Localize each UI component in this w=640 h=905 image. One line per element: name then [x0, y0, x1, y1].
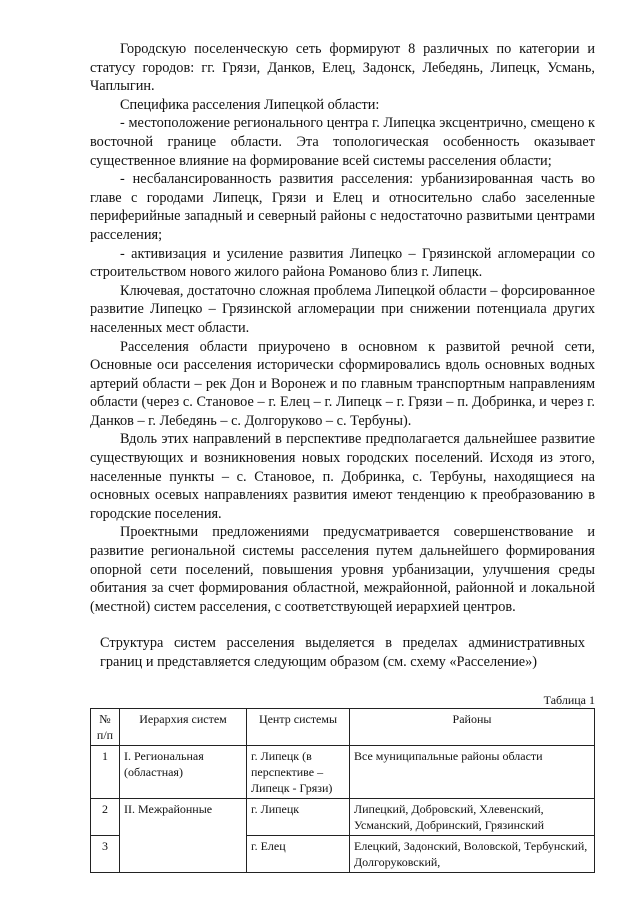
cell-center: г. Липецк (в перспективе – Липецк - Грязи)	[247, 746, 350, 799]
paragraph: Вдоль этих направлений в перспективе предполагается дальнейшее развитие существующих и возникновения новых городских поселений. Исходя из этого, населенные пункты – с. Становое, п. Добринка, с. Тербуны, находящиеся на основных осевых направлениях развития имеют тенденцию к преобразованию в городские поселения.	[90, 431, 595, 522]
cell-districts: Елецкий, Задонский, Воловской, Тербунский, Долгоруковский,	[350, 836, 595, 873]
list-item: - несбалансированность развития расселения: урбанизированная часть во главе с городами Липецк, Грязи и Елец и относительно слабо заселенные периферийные западный и северный районы с недостаточно развитыми центрами расселения;	[90, 171, 595, 243]
table-header-row	[91, 709, 595, 746]
cell-center: г. Липецк	[247, 799, 350, 836]
table-caption: Таблица 1	[543, 693, 595, 707]
header-districts: Районы	[350, 709, 595, 746]
paragraph: Ключевая, достаточно сложная проблема Липецкой области – форсированное развитие Липецко – Грязинской агломерации при снижении потенциала других населенных мест области.	[90, 282, 595, 336]
cell-num: 3	[91, 836, 120, 873]
settlement-hierarchy-table	[90, 708, 595, 873]
spacer	[90, 616, 595, 634]
header-num: № п/п	[91, 709, 120, 746]
paragraph: Специфика расселения Липецкой области:	[120, 96, 380, 113]
cell-hierarchy: II. Межрайонные	[120, 799, 247, 873]
structure-intro: Структура систем расселения выделяется в пределах административных границ и представляется следующим образом (см. схему «Расселение»)	[100, 635, 585, 670]
paragraph: Проектными предложениями предусматривается совершенствование и развитие региональной системы расселения путем дальнейшего формирования опорной сети поселений, повышения уровня урбанизации, улучшения среды обитания за счет формирования областной, межрайонной, районной и локальной (местной) систем расселения, с соответствующей иерархией центров.	[90, 524, 595, 615]
paragraph: Расселения области приурочено в основном к развитой речной сети, Основные оси расселения исторически сформировались вдоль основных водных артерий области – рек Дон и Воронеж и по главным транспортным направлениям области (через с. Становое – г. Елец – г. Липецк – г. Грязи – п. Добринка, и через г. Данков – г. Лебедянь – с. Долгоруково – с. Тербуны).	[90, 338, 595, 429]
cell-districts: Все муниципальные районы области	[350, 746, 595, 799]
cell-num: 2	[91, 799, 120, 836]
header-center: Центр системы	[247, 709, 350, 746]
table-row	[91, 746, 595, 799]
list-item: - активизация и усиление развития Липецко – Грязинской агломерации со строительством нового жилого района Романово близ г. Липецк.	[90, 245, 595, 281]
list-item: - местоположение регионального центра г. Липецка эксцентрично, смещено к восточной границе области. Эта топологическая особенность оказывает существенное влияние на формирование всей системы расселения области;	[90, 115, 595, 169]
cell-hierarchy: I. Региональная (областная)	[120, 746, 247, 799]
cell-districts: Липецкий, Добровский, Хлевенский, Усманский, Добринский, Грязинский	[350, 799, 595, 836]
cell-center: г. Елец	[247, 836, 350, 873]
cell-num: 1	[91, 746, 120, 799]
table-row	[91, 799, 595, 836]
paragraph: Городскую поселенческую сеть формируют 8 различных по категории и статусу городов: гг. Грязи, Данков, Елец, Задонск, Лебедянь, Липецк, Усмань, Чаплыгин.	[90, 41, 595, 95]
document-body	[90, 40, 595, 672]
header-hierarchy: Иерархия систем	[120, 709, 247, 746]
